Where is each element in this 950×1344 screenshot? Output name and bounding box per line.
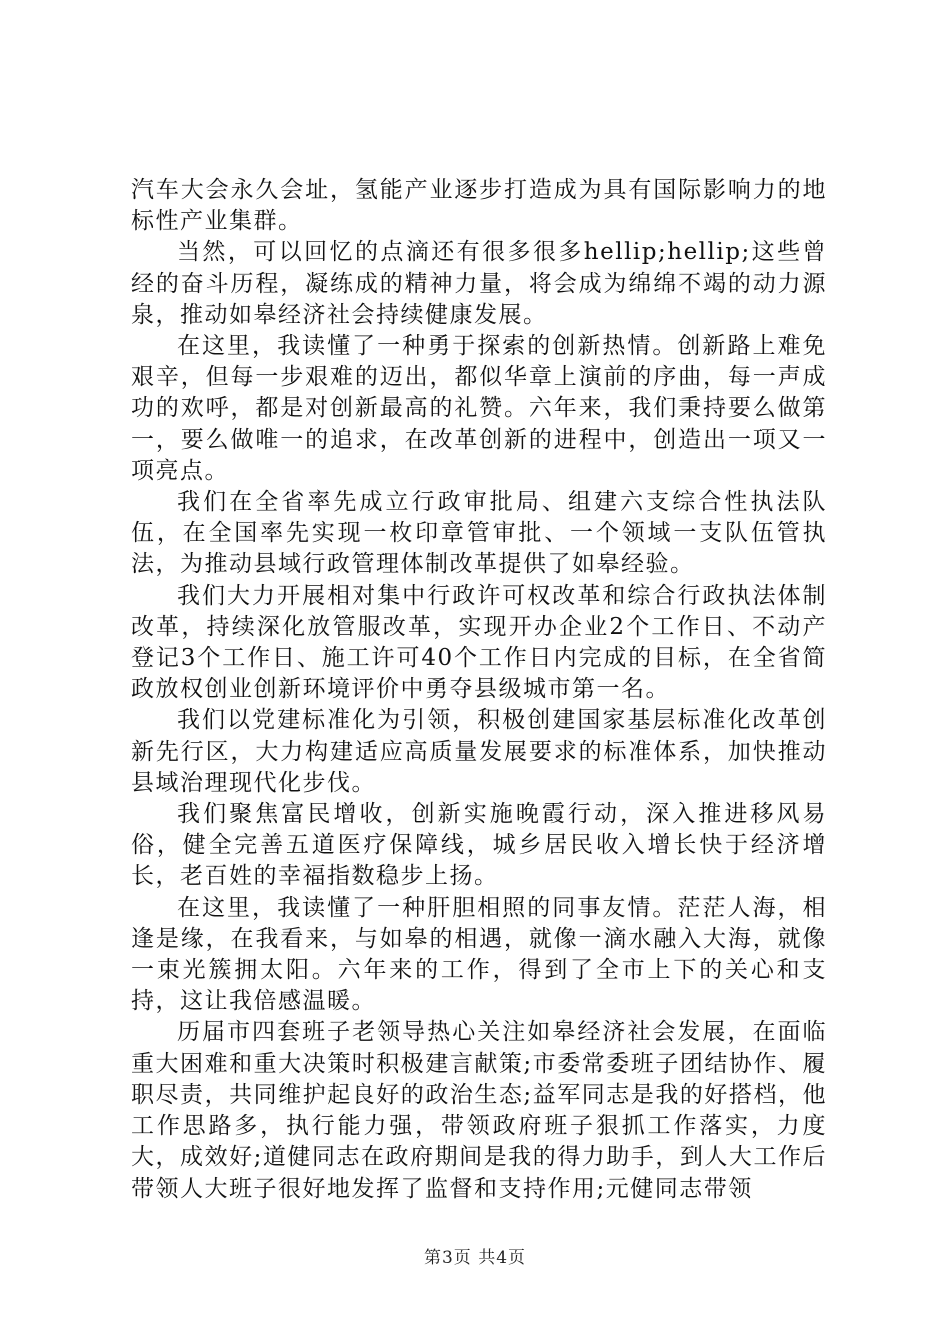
paragraph-2: 当然，可以回忆的点滴还有很多很多hellip;hellip;这些曾经的奋斗历程，凝练成的精神力量，将会成为绵绵不竭的动力源泉，推动如皋经济社会持续健康发展。: [131, 239, 827, 328]
paragraph-7: 我们聚焦富民增收，创新实施晚霞行动，深入推进移风易俗，健全完善五道医疗保障线，城乡居民收入增长快于经济增长，老百姓的幸福指数稳步上扬。: [131, 801, 827, 890]
paragraph-4: 我们在全省率先成立行政审批局、组建六支综合性执法队伍，在全国率先实现一枚印章管审批、一个领域一支队伍管执法，为推动县域行政管理体制改革提供了如皋经验。: [131, 489, 827, 578]
paragraph-8: 在这里，我读懂了一种肝胆相照的同事友情。茫茫人海，相逢是缘，在我看来，与如皋的相遇，就像一滴水融入大海，就像一束光簇拥太阳。六年来的工作，得到了全市上下的关心和支持，这让我倍感温暖。: [131, 894, 827, 1015]
paragraph-6: 我们以党建标准化为引领，积极创建国家基层标准化改革创新先行区，大力构建适应高质量发展要求的标准体系，加快推动县域治理现代化步伐。: [131, 707, 827, 796]
paragraph-5: 我们大力开展相对集中行政许可权改革和综合行政执法体制改革，持续深化放管服改革，实现开办企业2个工作日、不动产登记3个工作日、施工许可40个工作日内完成的目标，在全省简政放权创业创新环境评价中勇夺县级城市第一名。: [131, 582, 827, 703]
body-text: [131, 175, 827, 1205]
paragraph-1: 汽车大会永久会址，氢能产业逐步打造成为具有国际影响力的地标性产业集群。: [131, 177, 827, 235]
paragraph-9: 历届市四套班子老领导热心关注如皋经济社会发展，在面临重大困难和重大决策时积极建言献策;市委常委班子团结协作、履职尽责，共同维护起良好的政治生态;益军同志是我的好搭档，他工作思路多，执行能力强，带领政府班子狠抓工作落实，力度大，成效好;道健同志在政府期间是我的得力助手，到人大工作后带领人大班子很好地发挥了监督和支持作用;元健同志带领: [131, 1019, 827, 1202]
paragraph-3: 在这里，我读懂了一种勇于探索的创新热情。创新路上难免艰辛，但每一步艰难的迈出，都似华章上演前的序曲，每一声成功的欢呼，都是对创新最高的礼赞。六年来，我们秉持要么做第一，要么做唯一的追求，在改革创新的进程中，创造出一项又一项亮点。: [131, 333, 827, 484]
page-number-footer: 第3页 共4页: [423, 1248, 527, 1268]
